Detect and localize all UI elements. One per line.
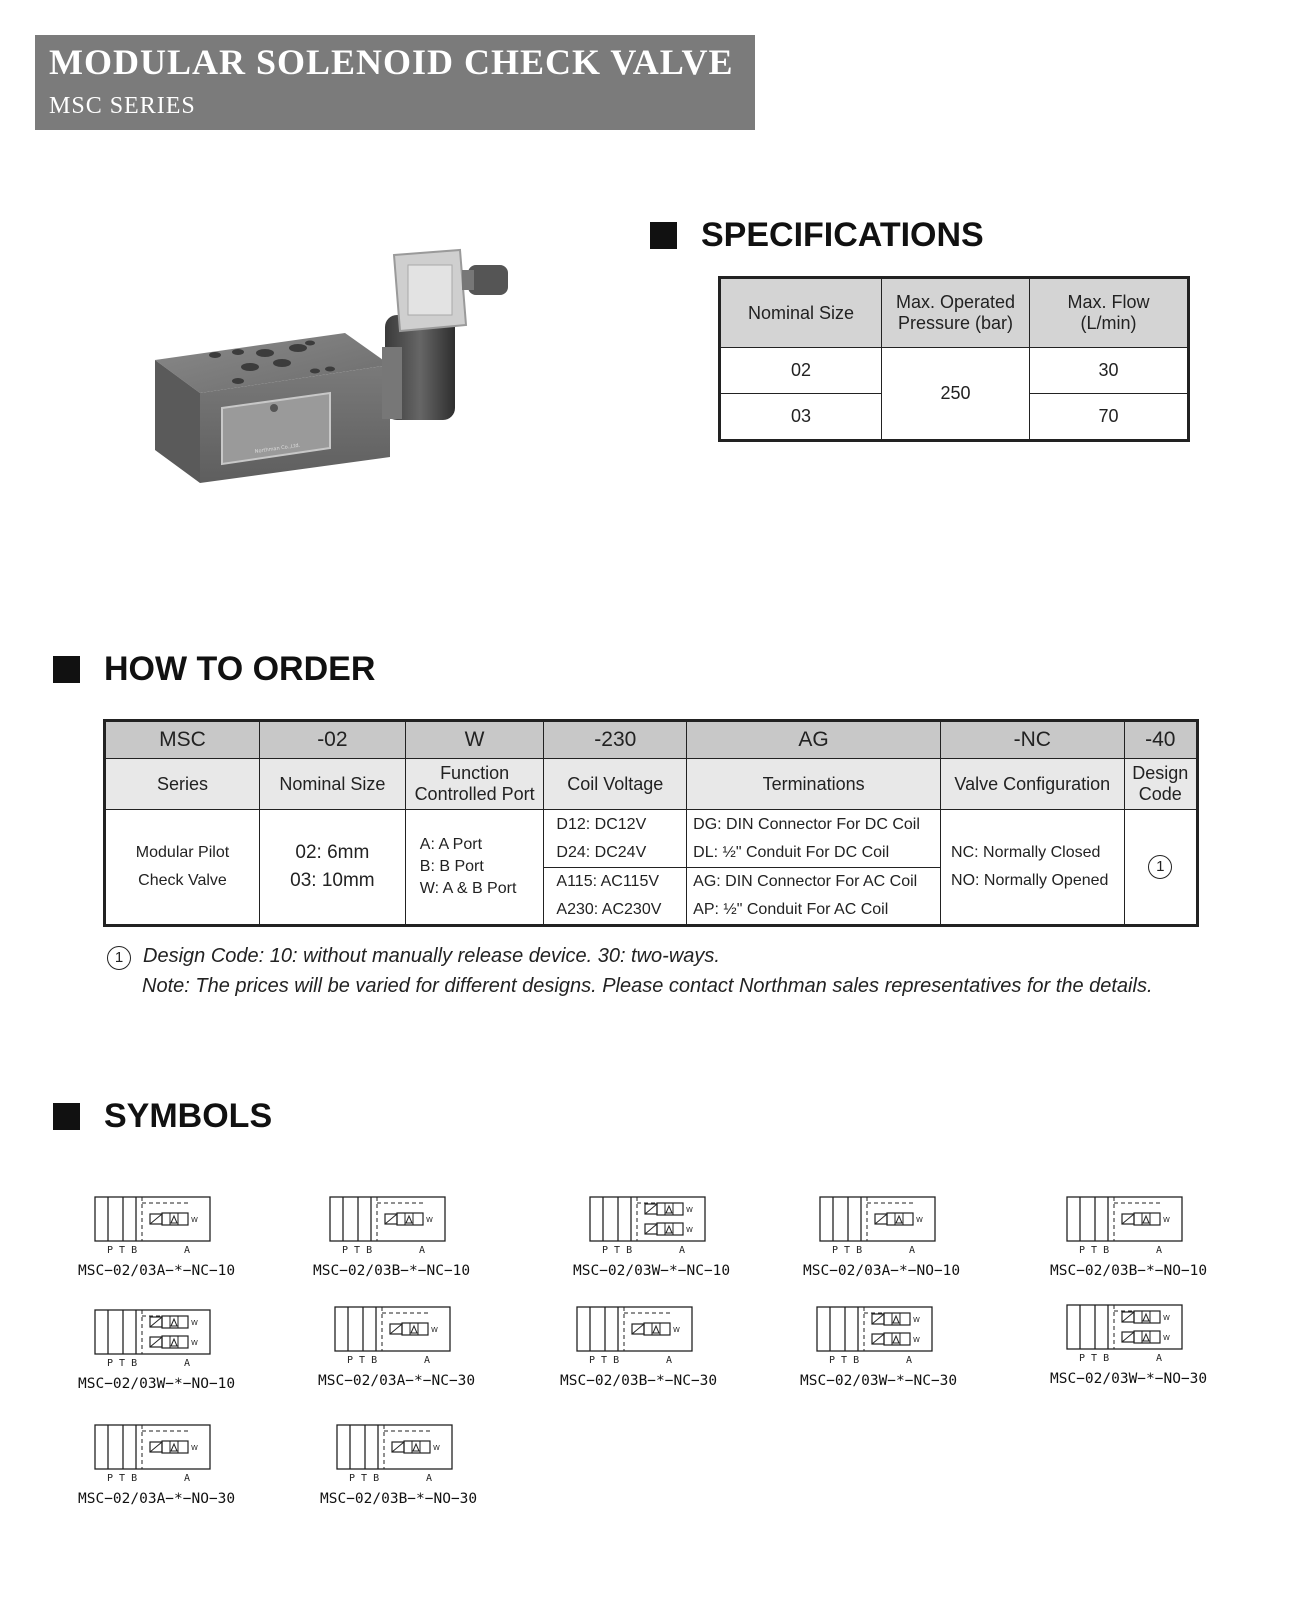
symbol-item [78,1423,235,1507]
symbol-label: MSC−02/03B−*−NC−10 [313,1263,471,1279]
svg-text:W: W [1163,1334,1170,1342]
order-code-row [105,721,1198,759]
svg-text:W: W [913,1336,920,1344]
valve-symbol-icon [320,1423,470,1485]
valve-symbol-icon [78,1423,228,1485]
svg-text:A: A [679,1245,686,1256]
svg-text:A: A [909,1245,916,1256]
svg-text:W: W [191,1216,198,1224]
voltage-dc-options: D12: DC12V D24: DC24V [544,810,687,868]
svg-text:A: A [184,1473,191,1484]
svg-text:P T B: P T B [349,1473,380,1484]
spec-flow: 30 [1029,348,1188,394]
symbol-label: MSC−02/03A−*−NC−10 [78,1263,236,1279]
voltage-ac-options: A115: AC115V A230: AC230V [544,868,687,926]
symbol-label: MSC−02/03B−*−NC−30 [560,1373,718,1389]
table-row [720,348,1189,394]
spec-header-row [720,278,1189,348]
head-termination: Terminations [687,759,941,810]
termination-ac-options: AG: DIN Connector For AC Coil AP: ½" Conduit For AC Coil [687,868,941,926]
head-config: Valve Configuration [941,759,1125,810]
symbol-label: MSC−02/03W−*−NC−30 [800,1373,958,1389]
svg-text:P T B: P T B [107,1358,138,1369]
plate-brand: Northman Co.,Ltd. [254,442,301,455]
spec-header-flow: Max. Flow (L/min) [1029,278,1188,348]
port-options: A: A Port B: B Port W: A & B Port [405,810,544,926]
size-options: 02: 6mm 03: 10mm [259,810,405,926]
svg-text:A: A [1156,1353,1163,1364]
valve-symbol-icon [560,1305,710,1367]
svg-text:W: W [191,1339,198,1347]
svg-text:P T B: P T B [347,1355,378,1366]
product-image [150,245,540,500]
price-note: Note: The prices will be varied for different designs. Please contact Northman sales representatives for the details. [142,975,1153,997]
svg-text:W: W [426,1216,433,1224]
svg-text:W: W [673,1326,680,1334]
svg-text:P T B: P T B [602,1245,633,1256]
spec-size: 02 [720,348,882,394]
spec-header-size: Nominal Size [720,278,882,348]
series-desc: Modular Pilot Check Valve [105,810,260,926]
svg-text:P T B: P T B [1079,1353,1110,1364]
code-design: -40 [1124,721,1197,759]
heading-square-icon [53,656,80,683]
svg-text:W: W [1163,1314,1170,1322]
symbols-heading: SYMBOLS [53,1097,272,1136]
svg-text:P T B: P T B [832,1245,863,1256]
svg-text:A: A [426,1473,433,1484]
valve-symbol-icon [1050,1303,1200,1365]
spec-flow: 70 [1029,394,1188,441]
head-series: Series [105,759,260,810]
symbol-label: MSC−02/03W−*−NO−10 [78,1376,236,1392]
valve-symbol-icon [78,1308,228,1370]
design-code-note: 1 Design Code: 10: without manually release device. 30: two-ways. [107,945,720,970]
svg-text:A: A [1156,1245,1163,1256]
svg-text:W: W [191,1319,198,1327]
svg-text:P T B: P T B [107,1245,138,1256]
valve-symbol-icon [803,1195,953,1257]
symbol-item [573,1195,730,1279]
spec-header-pressure: Max. Operated Pressure (bar) [882,278,1030,348]
symbol-item [1050,1195,1207,1279]
svg-text:W: W [913,1316,920,1324]
svg-text:A: A [419,1245,426,1256]
page-title: MODULAR SOLENOID CHECK VALVE [49,42,734,82]
symbol-item [78,1195,235,1279]
head-size: Nominal Size [259,759,405,810]
valve-symbol-icon [78,1195,228,1257]
config-options: NC: Normally Closed NO: Normally Opened [941,810,1125,926]
code-termination: AG [687,721,941,759]
order-header-row [105,759,1198,810]
symbol-item [803,1195,960,1279]
code-port: W [405,721,544,759]
svg-text:P T B: P T B [1079,1245,1110,1256]
spec-pressure: 250 [882,348,1030,441]
how-to-order-heading: HOW TO ORDER [53,650,375,689]
termination-dc-options: DG: DIN Connector For DC Coil DL: ½" Conduit For DC Coil [687,810,941,868]
title-banner [35,35,755,130]
symbol-item [78,1308,235,1392]
symbol-label: MSC−02/03W−*−NC−10 [573,1263,731,1279]
valve-symbol-icon [573,1195,723,1257]
page-subtitle: MSC SERIES [49,93,196,119]
code-voltage: -230 [544,721,687,759]
symbol-label: MSC−02/03A−*−NC−30 [318,1373,476,1389]
symbol-item [320,1423,477,1507]
code-config: -NC [941,721,1125,759]
valve-symbol-icon [1050,1195,1200,1257]
svg-text:A: A [184,1245,191,1256]
svg-text:A: A [424,1355,431,1366]
symbol-item [318,1305,475,1389]
symbol-label: MSC−02/03B−*−NO−30 [320,1491,478,1507]
symbol-item [800,1305,957,1389]
specifications-heading: SPECIFICATIONS [650,216,984,255]
svg-text:P T B: P T B [589,1355,620,1366]
heading-square-icon [650,222,677,249]
code-series: MSC [105,721,260,759]
symbol-item [1050,1303,1207,1387]
svg-text:A: A [906,1355,913,1366]
svg-text:W: W [431,1326,438,1334]
svg-text:P T B: P T B [829,1355,860,1366]
symbol-label: MSC−02/03A−*−NO−30 [78,1491,236,1507]
heading-square-icon [53,1103,80,1130]
design-code-mark: 1 [1124,810,1197,926]
head-voltage: Coil Voltage [544,759,687,810]
svg-text:P T B: P T B [107,1473,138,1484]
code-size: -02 [259,721,405,759]
svg-text:W: W [916,1216,923,1224]
head-design: Design Code [1124,759,1197,810]
order-body-row [105,810,1198,868]
svg-text:W: W [686,1226,693,1234]
svg-text:W: W [686,1206,693,1214]
valve-symbol-icon [318,1305,468,1367]
svg-text:P T B: P T B [342,1245,373,1256]
symbol-label: MSC−02/03B−*−NO−10 [1050,1263,1208,1279]
symbol-label: MSC−02/03W−*−NO−30 [1050,1371,1208,1387]
order-code-table [103,719,1199,927]
svg-text:W: W [1163,1216,1170,1224]
spec-size: 03 [720,394,882,441]
svg-text:W: W [433,1444,440,1452]
symbol-item [313,1195,470,1279]
symbol-item [560,1305,717,1389]
svg-text:A: A [184,1358,191,1369]
valve-symbol-icon [800,1305,950,1367]
specifications-table [718,276,1190,442]
svg-text:W: W [191,1444,198,1452]
svg-text:A: A [666,1355,673,1366]
head-port: Function Controlled Port [405,759,544,810]
valve-symbol-icon [313,1195,463,1257]
symbol-label: MSC−02/03A−*−NO−10 [803,1263,961,1279]
